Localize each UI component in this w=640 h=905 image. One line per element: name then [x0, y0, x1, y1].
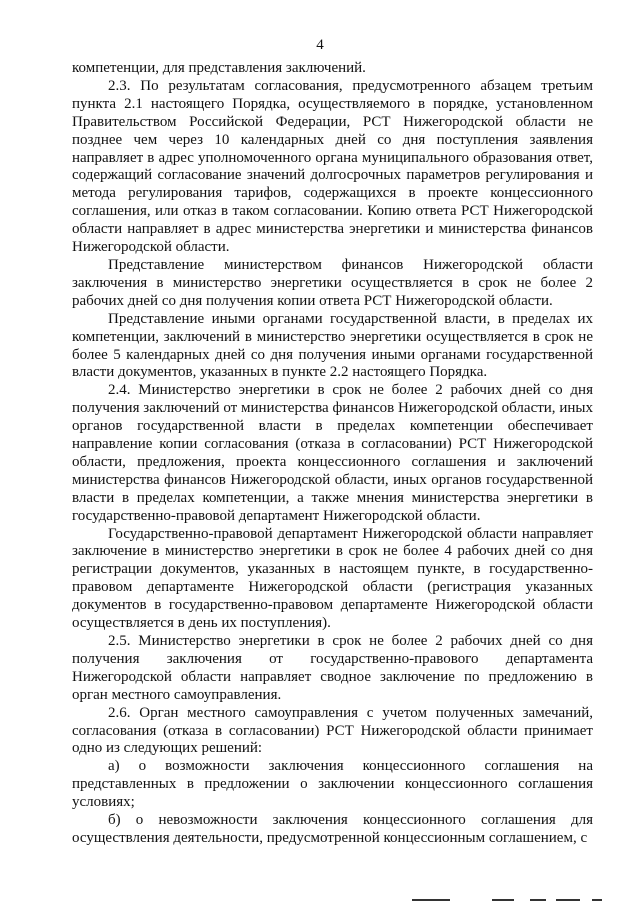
document-body: [72, 60, 593, 848]
paragraph-continuation: компетенции, для представления заключений.: [72, 60, 366, 76]
paragraph-legal-department: Государственно-правовой департамент Нижегородской области направляет заключение в министерство энергетики в срок не более 4 рабочих дней со дня регистрации документов, указанных в настоящем пункте, в государственно-правовом департаменте Нижегородской области (регистрация указанных документов в государственно-правовом департаменте Нижегородской области осуществляется в день их поступления).: [72, 525, 593, 632]
paragraph-2-5: 2.5. Министерство энергетики в срок не более 2 рабочих дней со дня получения заключения от государственно-правового департамента Нижегородской области направляет сводное заключение по предложению в орган местного самоуправления.: [72, 633, 593, 703]
paragraph-finance-ministry-submission: Представление министерством финансов Нижегородской области заключения в министерство энергетики осуществляется в срок не более 2 рабочих дней со дня получения копии ответа РСТ Нижегородской области.: [72, 256, 593, 309]
paragraph-option-a: а) о возможности заключения концессионного соглашения на представленных в предложении о заключении концессионного соглашения условиях;: [72, 758, 593, 811]
paragraph-option-b: б) о невозможности заключения концессионного соглашения для осуществления деятельности, предусмотренной концессионным соглашением, с: [72, 812, 593, 846]
paragraph-other-authorities-submission: Представление иными органами государственной власти, в пределах их компетенции, заключений в министерство энергетики осуществляется в срок не более 5 календарных дней со дня получения иными органами государственной власти документов, указанных в пункте 2.2 настоящего Порядка.: [72, 310, 593, 381]
paragraph-2-4: 2.4. Министерство энергетики в срок не более 2 рабочих дней со дня получения заключений от министерства финансов Нижегородской области, иных органов государственной власти в пределах компетенции обеспечивает направление копии согласования (отказа в согласовании) РСТ Нижегородской области, предложения, проекта концессионного соглашения и заключений министерства финансов Нижегородской области, иных органов государственной власти в пределах компетенции, а также мнения министерства энергетики в государственно-правовой департамент Нижегородской области.: [72, 382, 593, 524]
page-number: 4: [316, 37, 324, 53]
scan-edge-marks: [0, 893, 640, 905]
paragraph-2-3: 2.3. По результатам согласования, предусмотренного абзацем третьим пункта 2.1 настоящего Порядка, осуществляемого в порядке, установленном Правительством Российской Федерации, РСТ Нижегородской области не позднее чем через 10 календарных дней со дня поступления заявления направляет в адрес уполномоченного органа муниципального образования ответ, содержащий согласование значений долгосрочных параметров регулирования и метода регулирования тарифов, содержащихся в проекте концессионного соглашения, или отказ в таком согласовании. Копию ответа РСТ Нижегородской области направляет в адрес министерства энергетики и министерства финансов Нижегородской области.: [72, 77, 593, 256]
paragraph-2-6: 2.6. Орган местного самоуправления с учетом полученных замечаний, согласования (отказа в согласовании) РСТ Нижегородской области принимает одно из следующих решений:: [72, 704, 593, 757]
